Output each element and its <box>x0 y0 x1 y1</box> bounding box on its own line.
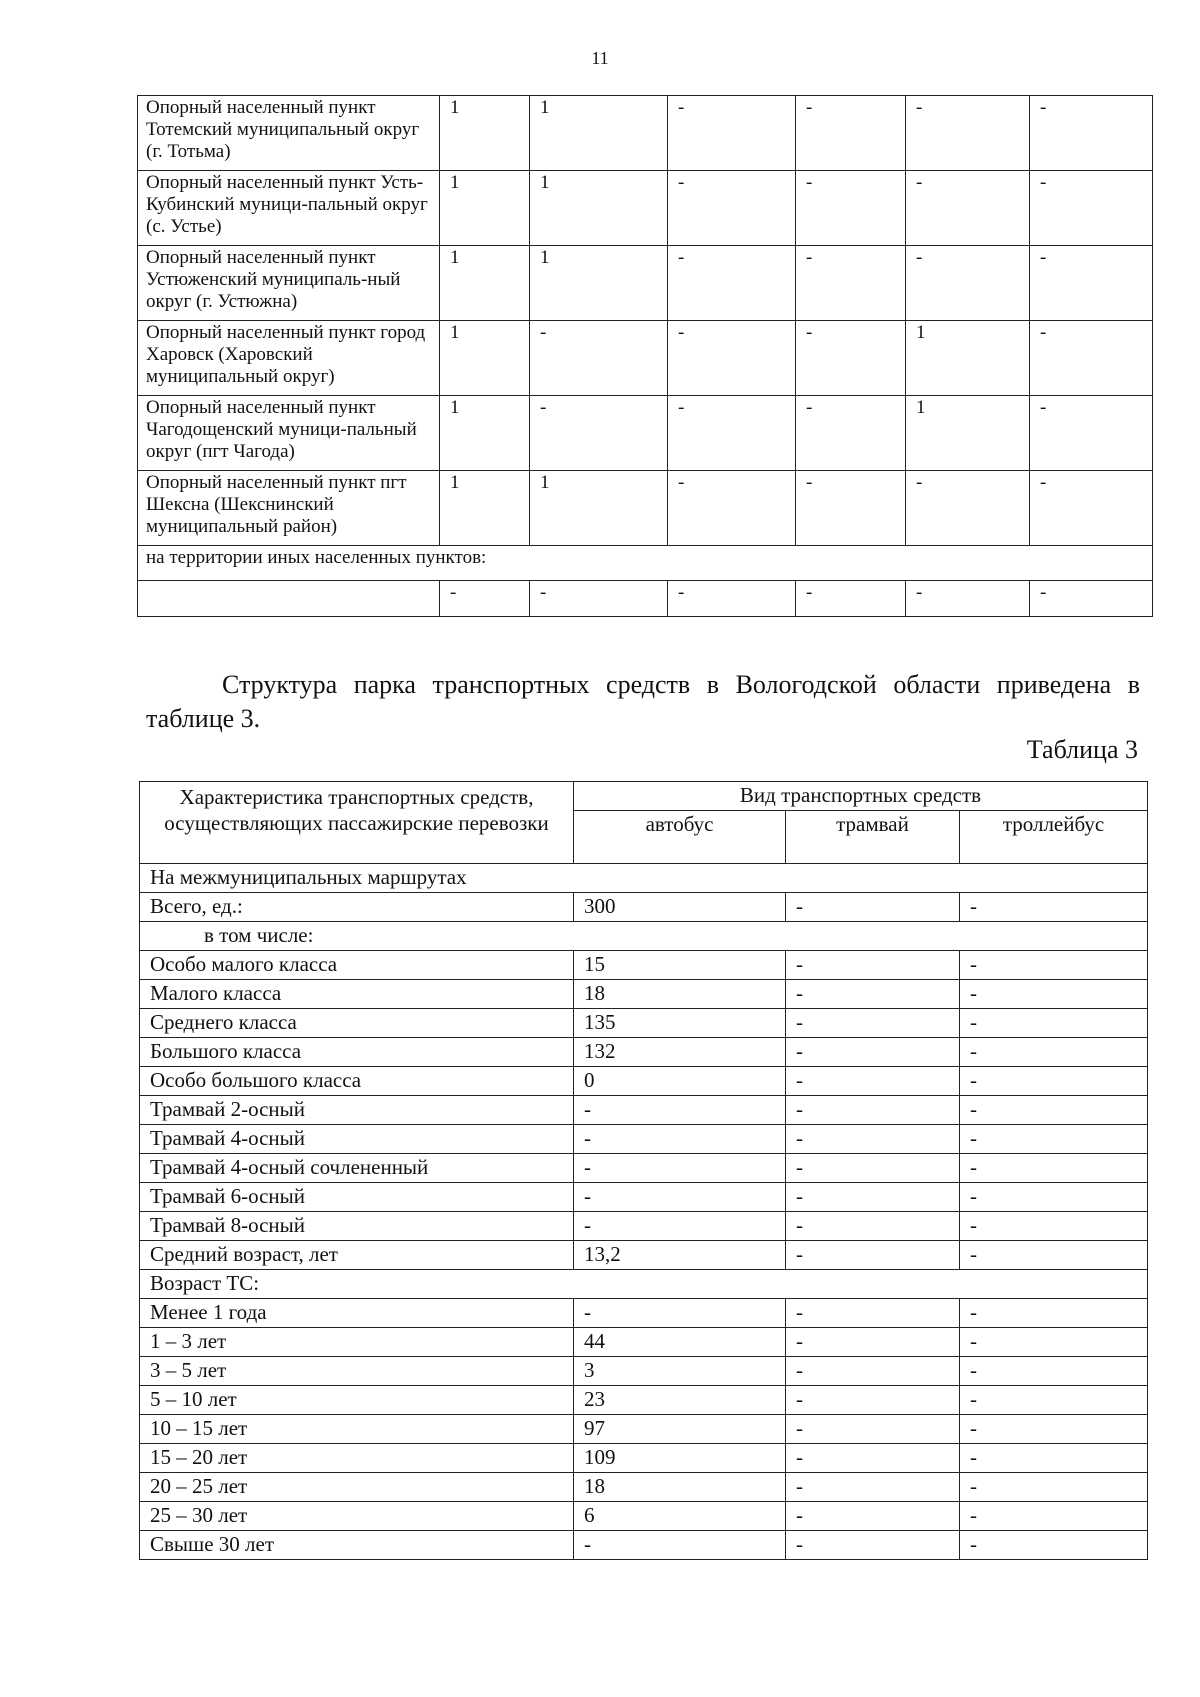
table-cell: - <box>960 1009 1148 1038</box>
row-label: Трамвай 4-осный <box>140 1125 574 1154</box>
table-cell: - <box>960 1531 1148 1560</box>
header-vehicle-type: Вид транспортных средств <box>574 782 1148 811</box>
table-cell: - <box>574 1212 786 1241</box>
table-cell: 15 <box>574 951 786 980</box>
table-cell: - <box>960 1357 1148 1386</box>
table-cell: - <box>668 581 796 617</box>
table-cell: - <box>786 1241 960 1270</box>
table-row <box>140 1357 1148 1386</box>
header-bus: автобус <box>574 811 786 864</box>
table-cell: - <box>574 1154 786 1183</box>
table-row <box>138 246 1153 321</box>
table-cell: - <box>786 1444 960 1473</box>
section-label: на территории иных населенных пунктов: <box>138 546 1153 581</box>
header-characteristic: Характеристика транспортных средств, осуществляющих пассажирские перевозки <box>140 782 574 864</box>
table-cell: - <box>574 1531 786 1560</box>
table-row <box>140 893 1148 922</box>
table-cell: - <box>796 96 906 171</box>
table-cell: - <box>796 471 906 546</box>
table-row <box>138 321 1153 396</box>
table-cell: 6 <box>574 1502 786 1531</box>
table-cell: - <box>960 1067 1148 1096</box>
table-cell: 1 <box>440 396 530 471</box>
table-row <box>140 1096 1148 1125</box>
table-cell: - <box>574 1299 786 1328</box>
table-cell: - <box>1030 246 1153 321</box>
table-cell: - <box>960 980 1148 1009</box>
row-label: 5 – 10 лет <box>140 1386 574 1415</box>
table-cell: - <box>1030 96 1153 171</box>
table-row <box>140 1241 1148 1270</box>
table-cell: - <box>786 1183 960 1212</box>
settlements-table <box>137 95 1153 617</box>
row-label: Всего, ед.: <box>140 893 574 922</box>
table-cell: 1 <box>906 396 1030 471</box>
table-cell: 135 <box>574 1009 786 1038</box>
table-cell: 18 <box>574 1473 786 1502</box>
section-row <box>140 864 1148 893</box>
row-label: Менее 1 года <box>140 1299 574 1328</box>
table-cell: - <box>960 1299 1148 1328</box>
table-row <box>140 951 1148 980</box>
table-cell: 1 <box>530 171 668 246</box>
settlement-name: Опорный населенный пункт Чагодощенский муници-пальный округ (пгт Чагода) <box>138 396 440 471</box>
table-cell: - <box>786 1038 960 1067</box>
section-row <box>140 1270 1148 1299</box>
table-cell: 300 <box>574 893 786 922</box>
row-label: 10 – 15 лет <box>140 1415 574 1444</box>
table-cell: - <box>574 1125 786 1154</box>
table-row <box>140 1212 1148 1241</box>
table-cell: - <box>786 893 960 922</box>
section-label: Возраст ТС: <box>140 1270 1148 1299</box>
section-label: На межмуниципальных маршрутах <box>140 864 1148 893</box>
row-label: Трамвай 6-осный <box>140 1183 574 1212</box>
table-cell: 0 <box>574 1067 786 1096</box>
table-cell: - <box>574 1096 786 1125</box>
table-cell: - <box>786 980 960 1009</box>
row-label: Средний возраст, лет <box>140 1241 574 1270</box>
table-cell: 44 <box>574 1328 786 1357</box>
table-cell: 18 <box>574 980 786 1009</box>
table-cell: - <box>668 246 796 321</box>
table-cell: 1 <box>530 246 668 321</box>
row-label: Среднего класса <box>140 1009 574 1038</box>
table-row <box>140 1328 1148 1357</box>
table-cell: - <box>906 246 1030 321</box>
header-trolleybus: троллейбус <box>960 811 1148 864</box>
row-label: Малого класса <box>140 980 574 1009</box>
table-cell: - <box>960 1473 1148 1502</box>
table-cell: - <box>796 321 906 396</box>
table-cell: - <box>1030 321 1153 396</box>
row-label: Свыше 30 лет <box>140 1531 574 1560</box>
table-cell: - <box>960 893 1148 922</box>
table-row <box>140 1067 1148 1096</box>
intro-paragraph: Структура парка транспортных средств в Вологодской области приведена в таблице 3. <box>146 670 1140 733</box>
table-caption: Таблица 3 <box>1026 735 1138 764</box>
header-tram: трамвай <box>786 811 960 864</box>
table-row <box>138 96 1153 171</box>
table-cell: - <box>960 1386 1148 1415</box>
settlement-name: Опорный населенный пункт город Харовск (Харовский муниципальный округ) <box>138 321 440 396</box>
table-cell: - <box>906 96 1030 171</box>
table-cell: - <box>960 1183 1148 1212</box>
table-cell: - <box>960 1415 1148 1444</box>
table-row <box>138 471 1153 546</box>
table-cell: 1 <box>530 96 668 171</box>
table-cell: - <box>960 1444 1148 1473</box>
table-cell: - <box>786 1415 960 1444</box>
table-row <box>138 581 1153 617</box>
page-number: 11 <box>591 48 609 68</box>
table-cell: 1 <box>440 246 530 321</box>
table-cell: - <box>668 471 796 546</box>
table-cell: - <box>786 1125 960 1154</box>
table-cell: - <box>530 396 668 471</box>
table-cell: - <box>530 321 668 396</box>
table-cell: - <box>1030 171 1153 246</box>
table-row <box>140 1444 1148 1473</box>
settlement-name: Опорный населенный пункт Тотемский муниципальный округ (г. Тотьма) <box>138 96 440 171</box>
table-cell: - <box>960 1502 1148 1531</box>
table-cell: 1 <box>440 321 530 396</box>
table-cell: - <box>796 396 906 471</box>
row-label: Трамвай 8-осный <box>140 1212 574 1241</box>
table-cell: - <box>530 581 668 617</box>
table-row <box>140 1415 1148 1444</box>
section-row <box>138 546 1153 581</box>
table-cell: 23 <box>574 1386 786 1415</box>
table-cell: - <box>1030 581 1153 617</box>
table-cell: - <box>786 1009 960 1038</box>
table-cell: - <box>668 396 796 471</box>
table-cell: 13,2 <box>574 1241 786 1270</box>
settlement-name: Опорный населенный пункт пгт Шексна (Шекснинский муниципальный район) <box>138 471 440 546</box>
table-row <box>140 1183 1148 1212</box>
settlement-name: Опорный населенный пункт Устюженский муниципаль-ный округ (г. Устюжна) <box>138 246 440 321</box>
table-cell: - <box>906 471 1030 546</box>
table-cell: - <box>786 1357 960 1386</box>
table-cell: - <box>786 1212 960 1241</box>
settlement-name: Опорный населенный пункт Усть-Кубинский муници-пальный округ (с. Устье) <box>138 171 440 246</box>
section-row <box>140 922 1148 951</box>
table-cell: - <box>906 581 1030 617</box>
table-cell: - <box>786 1386 960 1415</box>
table-cell: - <box>668 171 796 246</box>
table-cell: - <box>786 951 960 980</box>
table-cell: 1 <box>906 321 1030 396</box>
table-cell: - <box>786 1502 960 1531</box>
table-cell: 109 <box>574 1444 786 1473</box>
row-label: Трамвай 2-осный <box>140 1096 574 1125</box>
table-cell: - <box>668 96 796 171</box>
table-row <box>140 1386 1148 1415</box>
row-label: Особо малого класса <box>140 951 574 980</box>
row-label: 1 – 3 лет <box>140 1328 574 1357</box>
settlement-name <box>138 581 440 617</box>
table-cell: 1 <box>440 471 530 546</box>
table-cell: - <box>960 1328 1148 1357</box>
table-cell: 97 <box>574 1415 786 1444</box>
table-cell: - <box>796 246 906 321</box>
table-cell: - <box>786 1154 960 1183</box>
table-row <box>138 396 1153 471</box>
table-cell: - <box>786 1328 960 1357</box>
vehicle-fleet-table <box>139 781 1148 1560</box>
table-cell: - <box>796 171 906 246</box>
table-row <box>140 1009 1148 1038</box>
table-cell: - <box>960 1154 1148 1183</box>
table-row <box>140 1125 1148 1154</box>
table-cell: 1 <box>530 471 668 546</box>
table-cell: - <box>960 1125 1148 1154</box>
table-cell: - <box>796 581 906 617</box>
section-label: в том числе: <box>140 922 1148 951</box>
table-row <box>140 1038 1148 1067</box>
table-row <box>140 1299 1148 1328</box>
row-label: 3 – 5 лет <box>140 1357 574 1386</box>
table-row <box>140 1473 1148 1502</box>
table-cell: - <box>906 171 1030 246</box>
row-label: Особо большого класса <box>140 1067 574 1096</box>
table-cell: - <box>574 1183 786 1212</box>
row-label: 25 – 30 лет <box>140 1502 574 1531</box>
table-cell: - <box>786 1531 960 1560</box>
row-label: 20 – 25 лет <box>140 1473 574 1502</box>
table-cell: - <box>786 1067 960 1096</box>
table-row <box>140 1502 1148 1531</box>
table-cell: 1 <box>440 171 530 246</box>
table-cell: - <box>960 1096 1148 1125</box>
row-label: Трамвай 4-осный сочлененный <box>140 1154 574 1183</box>
table-cell: - <box>960 1212 1148 1241</box>
table-cell: 132 <box>574 1038 786 1067</box>
row-label: 15 – 20 лет <box>140 1444 574 1473</box>
row-label: Большого класса <box>140 1038 574 1067</box>
table-cell: - <box>960 1038 1148 1067</box>
table-cell: 3 <box>574 1357 786 1386</box>
table-cell: - <box>960 951 1148 980</box>
table-cell: - <box>786 1473 960 1502</box>
table-cell: - <box>786 1096 960 1125</box>
table-cell: 1 <box>440 96 530 171</box>
table-cell: - <box>786 1299 960 1328</box>
table-cell: - <box>440 581 530 617</box>
table-row <box>140 980 1148 1009</box>
table-row <box>140 1531 1148 1560</box>
table-cell: - <box>668 321 796 396</box>
table-row <box>138 171 1153 246</box>
table-cell: - <box>960 1241 1148 1270</box>
table-row <box>140 1154 1148 1183</box>
table-cell: - <box>1030 396 1153 471</box>
table-cell: - <box>1030 471 1153 546</box>
